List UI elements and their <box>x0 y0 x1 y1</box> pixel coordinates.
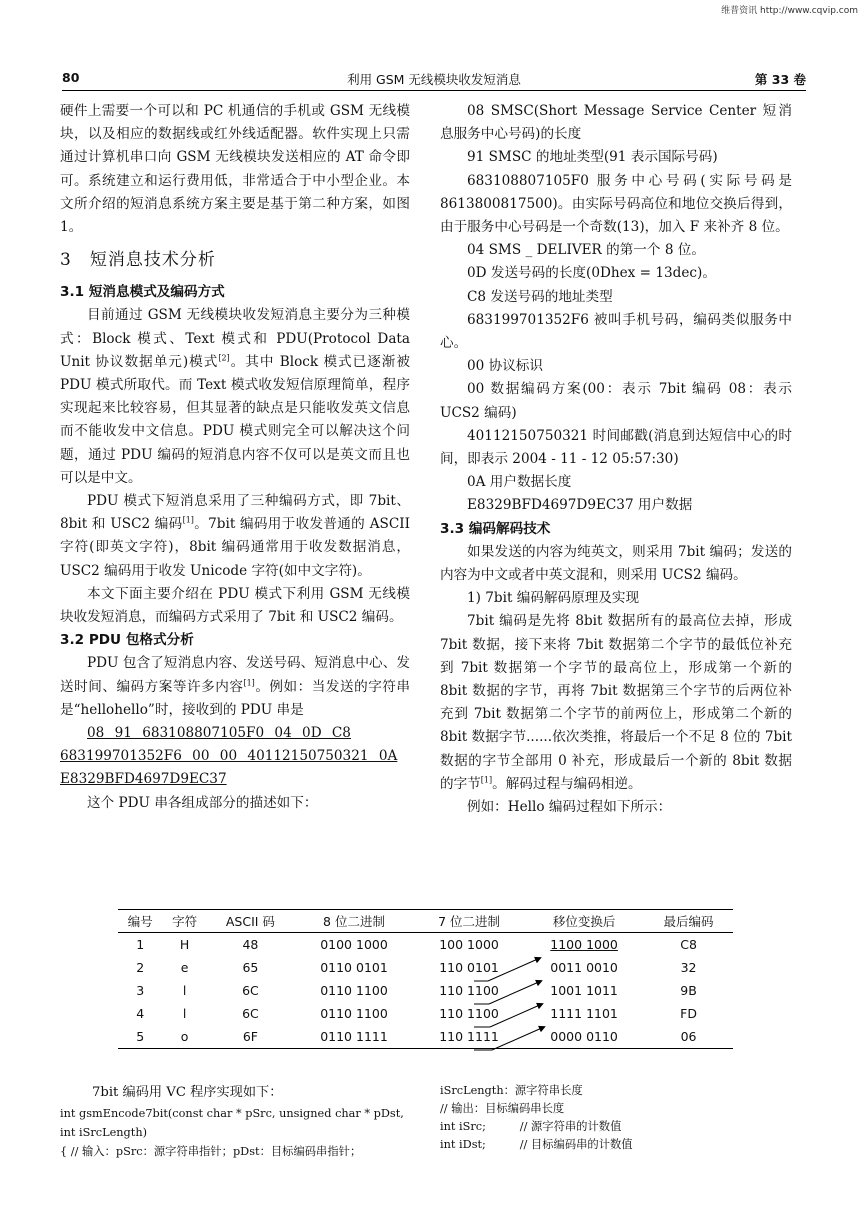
table-cell: 110 1100 <box>439 1006 499 1021</box>
table-header-cell: ASCII 码 <box>207 910 294 933</box>
table-cell: 100 1000 <box>439 937 499 952</box>
pdu-field: 0D 发送号码的长度(0Dhex = 13dec)。 <box>467 265 716 282</box>
table-cell: 2 <box>136 960 145 975</box>
table-cell: 0110 1111 <box>294 1025 414 1049</box>
table-header-cell: 移位变换后 <box>524 910 644 933</box>
table-row <box>118 933 733 957</box>
pdu-string-line: 08 91 683108807105F0 04 0D C8 <box>87 725 351 742</box>
table-cell: 0000 0110 <box>524 1025 644 1049</box>
table-intro: 这个 PDU 串各组成部分的描述如下： <box>87 794 318 811</box>
paragraph: PDU 包含了短消息内容、发送号码、短消息中心、发送时间、编码方案等许多内容[1]。例如：当发送的字符串是“hellohello”时，接收到的 PDU 串是 <box>60 655 411 718</box>
pdu-field: 08 SMSC(Short Message Service Center 短消息服务中心号码)的长度 <box>440 103 792 143</box>
table-cell: 5 <box>118 1025 162 1049</box>
table-cell: 0110 1100 <box>320 983 388 998</box>
paragraph: 7bit 编码是先将 8bit 数据所有的最高位去掉，形成 7bit 数据，接下来将 7bit 数据第二个字节的最低位补充到 7bit 数据第一个字节的最高位上，形成第一个新的 8bit 数据的字节，再将 7bit 数据第三个字节的后两位补充到 7bit 数据第二个字节的前两位上，形成第二个新的 8bit 数据字节......依次类推，将最后一个不足 8 位的 7bit 数据的字节全部用 0 补充，形成最后一个新的 8bit 数据的字节[1]。解码过程与编码相逆。 <box>440 613 792 792</box>
table-intro: 例如：Hello 编码过程如下所示： <box>467 799 672 816</box>
table-cell: 110 0101 <box>439 960 499 975</box>
subsection-heading: 3.1 短消息模式及编码方式 <box>60 284 225 301</box>
table-cell: l <box>182 983 187 998</box>
paragraph: 硬件上需要一个可以和 PC 机通信的手机或 GSM 无线模块，以及相应的数据线或红外线适配器。软件实现上只需通过计算机串口向 GSM 无线模块发送相应的 AT 命令即可。系统建立和运行费用低，非常适合于中小型企业。本文所介绍的短消息系统方案主要是基于第二种方案，如图 1。 <box>60 103 410 236</box>
watermark: 维普资讯 http://www.cqvip.com <box>721 6 858 16</box>
table-cell: 0011 0010 <box>550 960 618 975</box>
table-header-cell: 编号 <box>118 910 162 933</box>
table-cell: 1001 1011 <box>550 983 618 998</box>
table-cell: 3 <box>136 983 145 998</box>
table-header-cell: 最后编码 <box>644 910 733 933</box>
table-cell: 6C <box>242 983 259 998</box>
table-header-cell: 字符 <box>162 910 206 933</box>
running-title: 利用 GSM 无线模块收发短消息 <box>347 72 521 87</box>
citation: [2] <box>218 353 230 363</box>
pdu-string-line: E8329BFD4697D9EC37 <box>60 771 227 788</box>
code-line: int iSrc; // 源字符串的计数值 <box>440 1120 622 1133</box>
citation: [1] <box>182 515 194 525</box>
table-cell: 110 1111 <box>414 1025 524 1049</box>
table-row <box>118 956 733 979</box>
table-cell: 6C <box>242 1006 259 1021</box>
table-cell: l <box>182 1006 187 1021</box>
table-cell: 32 <box>680 960 697 975</box>
table-cell: 6F <box>207 1025 294 1049</box>
table-row <box>118 1002 733 1025</box>
table-cell: 110 1100 <box>439 983 499 998</box>
table-cell: 1111 1101 <box>550 1006 618 1021</box>
table-cell: C8 <box>680 937 697 952</box>
table-cell: o <box>162 1025 206 1049</box>
table-header-cell: 8 位二进制 <box>294 910 414 933</box>
code-line: { // 输入：pSrc：源字符串指针；pDst：目标编码串指针； <box>60 1145 362 1158</box>
table-header-cell: 7 位二进制 <box>414 910 524 933</box>
citation: [1] <box>243 678 255 688</box>
paragraph: 如果发送的内容为纯英文，则采用 7bit 编码；发送的内容为中文或者中英文混和，则采用 UCS2 编码。 <box>440 543 792 584</box>
paragraph: 1) 7bit 编码解码原理及实现 <box>467 590 640 607</box>
page-number: 80 <box>62 70 80 85</box>
code-caption: 7bit 编码用 VC 程序实现如下： <box>92 1085 283 1100</box>
encoding-table <box>118 909 733 1049</box>
left-column <box>60 100 410 815</box>
table-cell: e <box>180 960 189 975</box>
paragraph: 目前通过 GSM 无线模块收发短消息主要分为三种模式：Block 模式、Text 模式和 PDU(Protocol Data Unit 协议数据单元)模式[2]。其中 Block 模式已逐渐被 PDU 模式所取代。而 Text 模式收发短信原理简单，程序实现起来比较容易，但其显著的缺点是只能收发英文信息而不能收发中文信息。PDU 模式则完全可以解决这个问题，通过 PDU 编码的短消息内容不仅可以是英文而且也可以是中文。 <box>60 307 410 486</box>
code-line: iSrcLength：源字符串长度 <box>440 1084 583 1097</box>
pdu-field: 0A 用户数据长度 <box>467 474 572 491</box>
code-line: int iDst; // 目标编码串的计数值 <box>440 1138 633 1151</box>
table-cell: 65 <box>242 960 259 975</box>
paragraph: PDU 模式下短消息采用了三种编码方式，即 7bit、8bit 和 USC2 编码[1]。7bit 编码用于收发普通的 ASCII 字符(即英文字符)，8bit 编码通常用于收发数据消息，USC2 编码用于收发 Unicode 字符(如中文字符)。 <box>60 493 410 579</box>
pdu-field: 40112150750321 时间邮戳(消息到达短信中心的时间，即表示 2004 - 11 - 12 05:57:30) <box>440 427 792 468</box>
table-cell: 0110 1100 <box>320 1006 388 1021</box>
code-line: int gsmEncode7bit(const char * pSrc, unsigned char * pDst, <box>60 1107 404 1120</box>
pdu-field: 00 数据编码方案(00：表示 7bit 编码 08：表示 UCS2 编码) <box>440 381 792 421</box>
pdu-field: E8329BFD4697D9EC37 用户数据 <box>467 497 693 514</box>
code-line: int iSrcLength) <box>60 1126 148 1139</box>
paragraph: 本文下面主要介绍在 PDU 模式下利用 GSM 无线模块收发短消息，而编码方式采用了 7bit 和 USC2 编码。 <box>60 585 410 626</box>
pdu-field: 683108807105F0 服务中心号码(实际号码是 8613800817500)。由实际号码高位和地位交换后得到，由于服务中心号码是一个奇数(13)，加入 F 来补齐 8 位。 <box>440 172 792 236</box>
table-cell: FD <box>680 1006 697 1021</box>
table-cell: 1 <box>136 937 145 952</box>
table-cell: 0110 0101 <box>320 960 388 975</box>
table-cell: 06 <box>644 1025 733 1049</box>
pdu-field: 91 SMSC 的地址类型(91 表示国际号码) <box>467 149 718 166</box>
pdu-string-line: 683199701352F6 00 00 40112150750321 0A <box>60 748 398 765</box>
table-header-row <box>118 910 733 933</box>
pdu-field: C8 发送号码的地址类型 <box>467 288 613 305</box>
section-heading: 3 短消息技术分析 <box>60 250 216 271</box>
subsection-heading: 3.3 编码解码技术 <box>440 520 551 537</box>
subsection-heading: 3.2 PDU 包格式分析 <box>60 632 194 649</box>
code-line: // 输出：目标编码串长度 <box>440 1102 565 1115</box>
right-column <box>440 100 792 819</box>
table-row <box>118 1025 733 1049</box>
pdu-field: 683199701352F6 被叫手机号码，编码类似服务中心。 <box>440 311 792 352</box>
table-cell: H <box>179 937 190 952</box>
pdu-field: 04 SMS _ DELIVER 的第一个 8 位。 <box>467 242 705 259</box>
pdu-field: 00 协议标识 <box>467 358 543 375</box>
volume-label: 第 33 卷 <box>754 72 806 87</box>
table-cell: 0100 1000 <box>320 937 388 952</box>
table-row <box>118 979 733 1002</box>
citation: [1] <box>480 775 493 785</box>
table-cell: 48 <box>242 937 259 952</box>
table-cell: 4 <box>136 1006 145 1021</box>
table-cell: 9B <box>680 983 697 998</box>
running-header <box>62 68 806 91</box>
table-cell: 1100 1000 <box>550 937 618 952</box>
